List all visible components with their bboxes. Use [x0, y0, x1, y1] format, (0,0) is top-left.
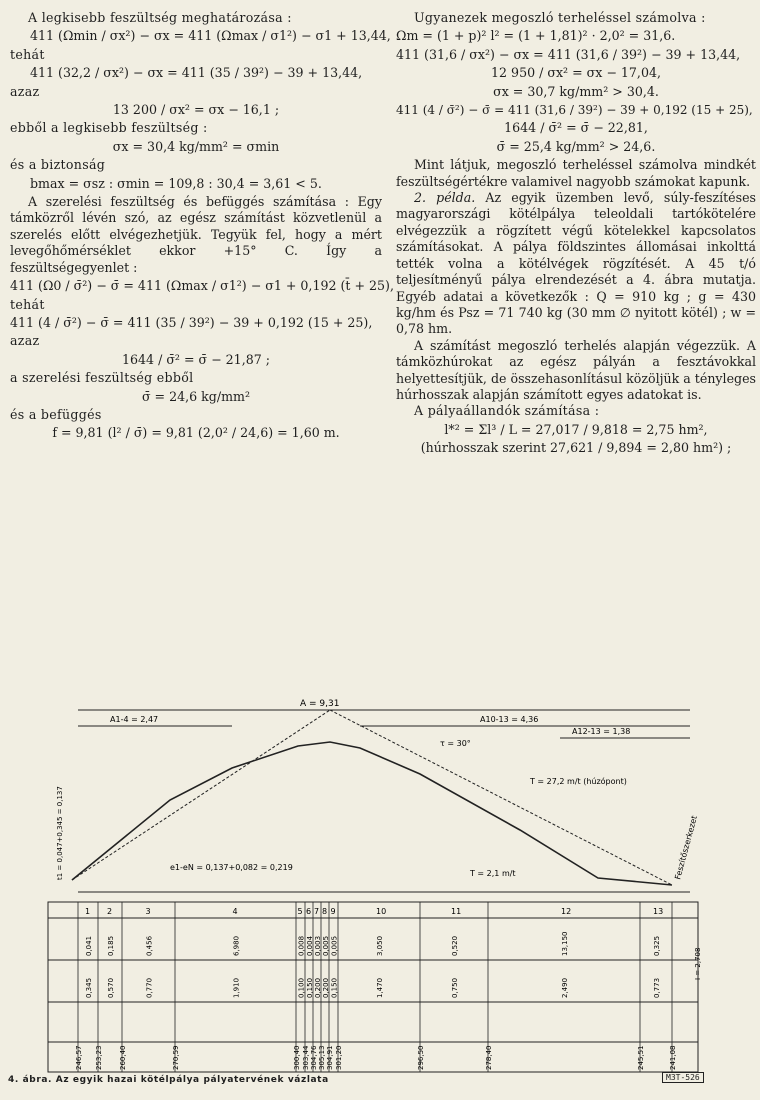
- equation-r9: (húrhosszak szerint 27,621 / 9,894 = 2,80 hm²) ;: [420, 440, 732, 456]
- rope-profile-figure: [0, 680, 760, 1085]
- equation-r4: σx = 30,7 kg/mm² > 30,4.: [493, 83, 659, 99]
- example-2-heading: 2. példa.: [414, 190, 476, 206]
- row3-value: 301,20: [335, 1045, 343, 1070]
- text-tehat-2: tehát: [10, 296, 45, 312]
- row2-value: 0,100: [297, 977, 306, 998]
- text-azaz: azaz: [10, 83, 40, 99]
- chord-right: [330, 710, 672, 885]
- row3-value: 296,50: [417, 1045, 425, 1070]
- equation-2: 411 (32,2 / σx²) − σx = 411 (35 / 39²) − 39 + 13,44,: [30, 65, 363, 81]
- row3-value: 305,13: [318, 1045, 326, 1070]
- row3-value: 246,57: [75, 1045, 83, 1070]
- label-tau: τ = 30°: [440, 739, 471, 748]
- label-a-mid: A10-13 = 4,36: [480, 715, 539, 724]
- label-tmax: T = 27,2 m/t (húzópont): [530, 777, 627, 786]
- example-2-text: Az egyik üzemben levő, súly-feszítéses magyarországi kötélpálya teleoldali tartókötelére elvégezzük a rögzített végű kötelekkel kapcsolatos számításokat. A pálya földszintes állomásai inkolttá tették volna a kötélvégek rögzítését. A 45 t/ó teljesítményű pálya elrendezését a 4. ábra mutatja. Egyéb adatai a következők : Q = 910 kg ; g = 430 kg/hm és Psz = 71 740 kg (30 mm ∅ nyitott kötél) ; w = 0,78 hm.: [396, 190, 756, 337]
- label-tmin: T = 2,1 m/t: [470, 869, 516, 878]
- equation-8: 1644 / σ̄² = σ̄ − 21,87 ;: [122, 351, 270, 367]
- equation-r7: σ̄ = 25,4 kg/mm² > 24,6.: [496, 138, 656, 154]
- figure-caption: 4. ábra. Az egyik hazai kötélpálya pályatervének vázlata: [8, 1075, 329, 1085]
- label-e: e1-eN = 0,137+0,082 = 0,219: [170, 863, 293, 872]
- chord-left: [72, 710, 330, 880]
- paragraph-example-2: [396, 190, 756, 338]
- row2-value: 0,200: [322, 977, 330, 998]
- row1-value: 3,050: [376, 935, 384, 956]
- equation-6: 411 (Ω0 / σ̄²) − σ̄ = 411 (Ωmax / σ1²) − σ1 + 0,192 (t̄ + 25),: [10, 278, 394, 294]
- left-column: [10, 10, 394, 444]
- section-number: 5: [297, 907, 303, 916]
- section-number: 11: [451, 907, 462, 916]
- equation-10: f = 9,81 (l² / σ̄) = 9,81 (2,0² / 24,6) = 1,60 m.: [52, 425, 340, 441]
- row1-value: 13,150: [561, 931, 569, 956]
- heading-distributed: Ugyanezek megoszló terheléssel számolva :: [414, 10, 706, 25]
- label-tensioner: Feszítőszerkezet: [673, 814, 699, 881]
- equation-5: bmax = σsz : σmin = 109,8 : 30,4 = 3,61 < 5.: [30, 175, 322, 191]
- row2-value: 0,570: [107, 977, 115, 998]
- paragraph-comparison: Mint látjuk, megoszló terheléssel számolva mindkét feszültségértékre valamivel nagyobb számokat kapunk.: [396, 157, 756, 189]
- paragraph-method: A számítást megoszló terhelés alapján végezzük. A támközhúrokat az egész pályán a fesztávokkal helyettesítjük, de összehasonlításul közöljük a tényleges húrhosszak alapján számított egyes adatokat is.: [396, 337, 756, 402]
- label-A: A = 9,31: [300, 699, 340, 709]
- row1-value: 0,041: [85, 935, 93, 956]
- row1-value: 0,325: [653, 935, 661, 956]
- row3-value: 253,23: [95, 1045, 103, 1070]
- equation-r2: 411 (31,6 / σx²) − σx = 411 (31,6 / 39²) − 39 + 13,44,: [396, 46, 741, 62]
- stamp: M3T-526: [662, 1072, 704, 1083]
- section-number: 1: [85, 907, 91, 916]
- rope-curve: [72, 742, 672, 885]
- row2-value: 0,750: [451, 977, 459, 998]
- text-min-stress: ebből a legkisebb feszültség :: [10, 120, 208, 136]
- row3-value: 245,51: [637, 1045, 645, 1070]
- equation-7: 411 (4 / σ̄²) − σ̄ = 411 (35 / 39²) − 39 + 0,192 (15 + 25),: [10, 314, 373, 330]
- label-end: I = 2,708: [694, 947, 702, 980]
- label-left-vertical: t1 = 0,047+0,345 = 0,137: [56, 786, 64, 880]
- section-number: 13: [653, 907, 664, 916]
- equation-r1: Ωm = (1 + p)² l² = (1 + 1,81)² · 2,0² = 31,6.: [396, 28, 676, 44]
- section-number: 9: [330, 907, 336, 916]
- equation-r3: 12 950 / σx² = σx − 17,04,: [491, 65, 661, 81]
- row1-value: 0,004: [306, 935, 314, 956]
- row1-value: 0,005: [322, 935, 330, 956]
- row3-value: 304,91: [326, 1045, 334, 1070]
- label-a-right: A12-13 = 1,38: [572, 727, 631, 736]
- equation-r6: 1644 / σ̄² = σ̄ − 22,81,: [504, 120, 648, 136]
- text-azaz-2: azaz: [10, 333, 40, 349]
- section-number: 10: [376, 907, 387, 916]
- equation-9: σ̄ = 24,6 kg/mm²: [141, 388, 251, 404]
- text-sag: és a befüggés: [10, 406, 102, 422]
- row2-value: 0,345: [85, 977, 93, 998]
- row2-value: 0,773: [653, 977, 661, 998]
- heading-min-stress: A legkisebb feszültség meghatározása :: [28, 10, 292, 25]
- equation-4: σx = 30,4 kg/mm² = σmin: [112, 138, 280, 154]
- row2-value: 0,150: [330, 977, 339, 998]
- row2-value: 1,470: [376, 977, 384, 998]
- row2-value: 1,910: [232, 977, 241, 998]
- section-number: 4: [232, 907, 238, 916]
- row2-value: 0,150: [306, 977, 314, 998]
- row2-value: 0,200: [314, 977, 322, 998]
- section-number: 8: [322, 907, 328, 916]
- label-a-left: A1-4 = 2,47: [110, 715, 159, 724]
- heading-constants: A pályaállandók számítása :: [414, 403, 600, 419]
- row1-value: 6,980: [232, 935, 241, 956]
- equation-r5: 411 (4 / σ̄²) − σ̄ = 411 (31,6 / 39²) − 39 + 0,192 (15 + 25),: [396, 103, 753, 118]
- text-assembly-stress: a szerelési feszültség ebből: [10, 370, 194, 386]
- text-tehat: tehát: [10, 46, 45, 62]
- row3-value: 270,59: [172, 1045, 180, 1070]
- section-number: 12: [561, 907, 572, 916]
- row3-value: 304,76: [310, 1045, 318, 1070]
- equation-r8: l*² = Σl³ / L = 27,017 / 9,818 = 2,75 hm²,: [444, 421, 708, 437]
- row3-value: 241,08: [669, 1045, 677, 1070]
- row1-value: 0,008: [297, 935, 306, 956]
- section-number: 2: [107, 907, 113, 916]
- row1-value: 0,456: [145, 935, 154, 956]
- table-columns: [75, 902, 677, 1072]
- row2-value: 2,490: [561, 977, 569, 998]
- section-number: 6: [306, 907, 312, 916]
- text-safety: és a biztonság: [10, 157, 106, 173]
- equation-1: 411 (Ωmin / σx²) − σx = 411 (Ωmax / σ1²) − σ1 + 13,44,: [30, 28, 391, 44]
- row3-value: 300,40: [293, 1045, 301, 1070]
- row3-value: 303,44: [302, 1045, 310, 1070]
- row3-value: 278,40: [485, 1045, 493, 1070]
- right-column: [396, 10, 756, 459]
- row1-value: 0,185: [107, 935, 115, 956]
- row3-value: 260,40: [119, 1045, 127, 1070]
- row1-value: 0,003: [314, 935, 322, 956]
- row2-value: 0,770: [145, 977, 154, 998]
- section-number: 3: [145, 907, 151, 916]
- equation-3: 13 200 / σx² = σx − 16,1 ;: [112, 102, 280, 118]
- row1-value: 0,005: [330, 935, 339, 956]
- section-number: 7: [314, 907, 320, 916]
- row1-value: 0,520: [451, 935, 459, 956]
- paragraph-assembly: A szerelési feszültség és befüggés számítása : Egy támközről lévén szó, az egész számítást közvetlenül a szerelés előtt elvégezhetjük. Tegyük fel, hogy a mért levegőhőmérséklet ekkor +15° C. Így a feszültségegyenlet :: [10, 194, 382, 275]
